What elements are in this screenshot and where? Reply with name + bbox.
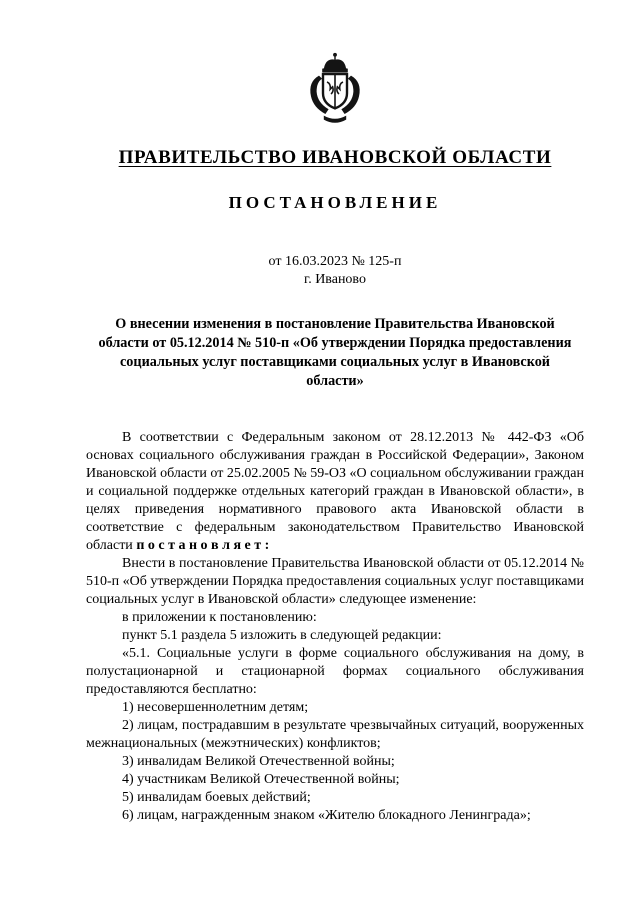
resolves-text: п о с т а н о в л я е т :: [136, 538, 270, 553]
body-paragraph-list-item: 4) участникам Великой Отечественной войны;: [122, 772, 400, 787]
body-paragraph-list-item: 6) лицам, награжденным знаком «Жителю блокадного Ленинграда»;: [122, 808, 531, 823]
body-paragraph-list-item: 2) лицам, пострадавшим в результате чрезвычайных ситуаций, вооруженных межнациональных (межэтнических) конфликтов;: [86, 718, 584, 751]
body-paragraph: в приложении к постановлению:: [122, 610, 317, 625]
body-paragraph-list-item: 1) несовершеннолетним детям;: [122, 700, 309, 715]
body-paragraph: Внести в постановление Правительства Ивановской области от 05.12.2014 № 510-п «Об утверждении Порядка предоставления социальных услуг поставщиками социальных услуг в Ивановской области» следующее изменение:: [86, 556, 584, 607]
date-number-line: от 16.03.2023 № 125-п: [268, 254, 402, 269]
body-paragraph-list-item: 5) инвалидам боевых действий;: [122, 790, 311, 805]
place-line: г. Иваново: [304, 272, 366, 287]
body-paragraph-list-item: 3) инвалидам Великой Отечественной войны;: [122, 754, 395, 769]
subject-heading: О внесении изменения в постановление Правительства Ивановской области от 05.12.2014 № 510-п «Об утверждении Порядка предоставления социальных услуг поставщиками социальных услуг в Ивановской области»: [98, 316, 572, 389]
org-name-heading: ПРАВИТЕЛЬСТВО ИВАНОВСКОЙ ОБЛАСТИ: [118, 147, 552, 168]
emblem-container: [86, 50, 584, 139]
document-body: [86, 429, 584, 825]
intro-text: В соответствии с Федеральным законом от 28.12.2013 № 442-ФЗ «Об основах социального обслуживания граждан в Российской Федерации», Законом Ивановской области от 25.02.2005 № 59-ОЗ «О социальном обслуживании граждан и социальной поддержке отдельных категорий граждан в Ивановской области», в целях приведения нормативного правового акта Ивановской области в соответствие с федеральным законодательством Правительство Ивановской области: [86, 430, 584, 553]
body-paragraph: пункт 5.1 раздела 5 изложить в следующей редакции:: [122, 628, 442, 643]
body-paragraph-intro: [86, 429, 584, 555]
body-paragraph: «5.1. Социальные услуги в форме социального обслуживания на дому, в полустационарной и стационарной формах социального обслуживания предоставляются бесплатно:: [86, 646, 584, 697]
coat-of-arms-icon: [295, 50, 375, 139]
doc-type-heading: ПОСТАНОВЛЕНИЕ: [228, 193, 442, 212]
